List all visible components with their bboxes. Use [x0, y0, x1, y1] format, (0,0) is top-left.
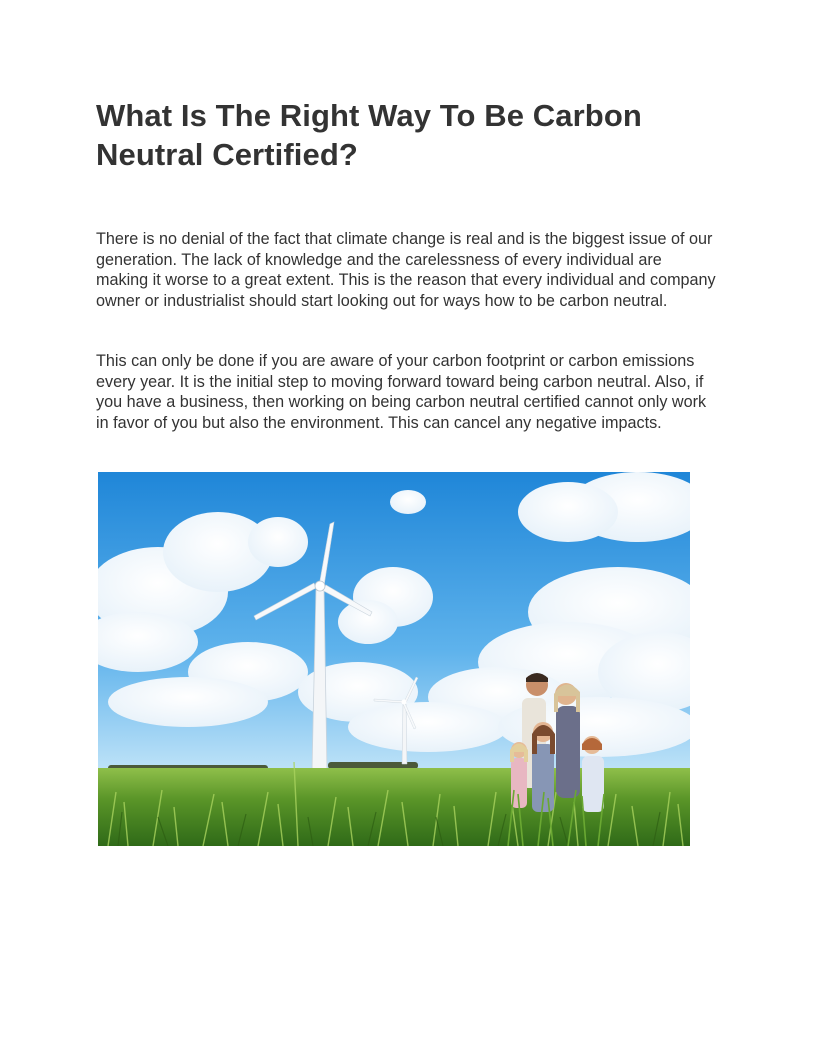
article-title: What Is The Right Way To Be Carbon Neutral Certified?	[96, 98, 642, 172]
hero-image	[98, 472, 690, 846]
article-paragraph-2: This can only be done if you are aware of your carbon footprint or carbon emissions every year. It is the initial step to moving forward toward being carbon neutral. Also, if you have a business, then working on being carbon neutral certified cannot only work in favor of you but also the environment. This can cancel any negative impacts.	[96, 352, 707, 432]
document-page	[96, 96, 716, 432]
article-paragraph-1: There is no denial of the fact that climate change is real and is the biggest issue of our generation. The lack of knowledge and the carelessness of every individual are making it worse to a great extent. This is the reason that every individual and company owner or industrialist should start looking out for ways how to be carbon neutral.	[96, 230, 716, 310]
wind-turbine-family-photo-icon	[98, 472, 690, 846]
